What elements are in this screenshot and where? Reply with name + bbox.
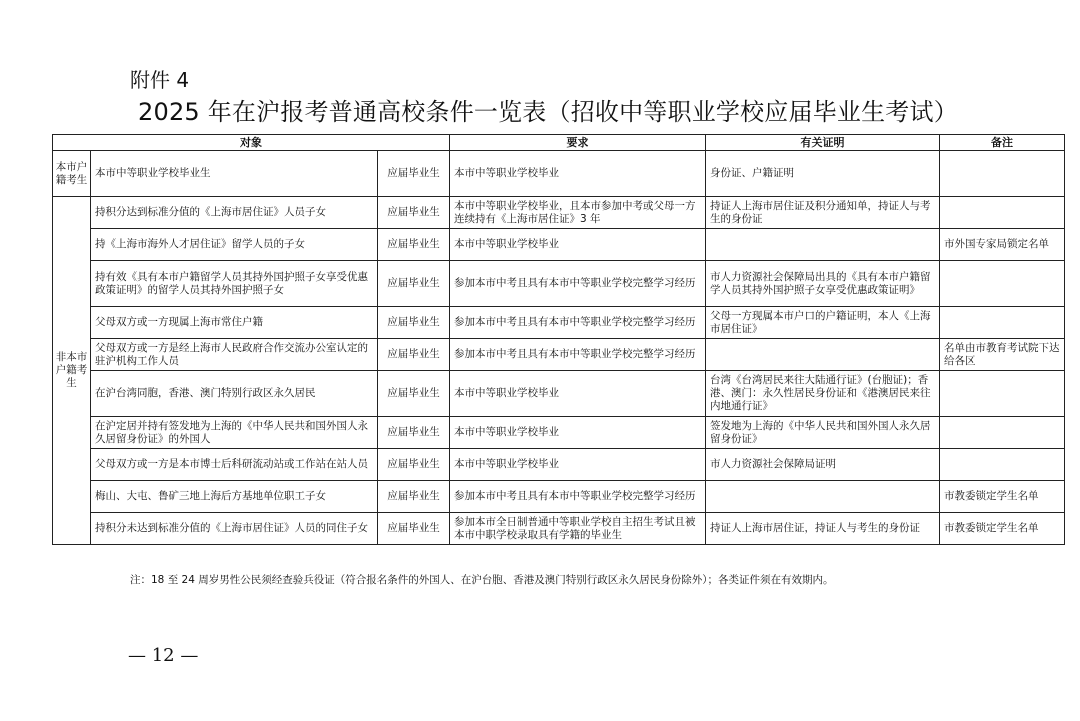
- page-number: — 12 —: [128, 645, 199, 666]
- row-requirement: 本市中等职业学校毕业，且本市参加中考或父母一方连续持有《上海市居住证》3 年: [450, 197, 706, 229]
- row-status: 应届毕业生: [378, 371, 450, 417]
- row-proof: 父母一方现属本市户口的户籍证明，本人《上海市居住证》: [706, 307, 940, 339]
- conditions-table: [52, 134, 1065, 545]
- annex-label: 附件 4: [130, 68, 190, 92]
- row-requirement: 参加本市中考且具有本市中等职业学校完整学习经历: [450, 481, 706, 513]
- header-remark: 备注: [940, 135, 1065, 151]
- row-remark: 市教委锁定学生名单: [940, 481, 1065, 513]
- row-proof: 持证人上海市居住证，持证人与考生的身份证: [706, 513, 940, 545]
- row-remark: [940, 371, 1065, 417]
- row-status: 应届毕业生: [378, 307, 450, 339]
- row-proof: 持证人上海市居住证及积分通知单，持证人与考生的身份证: [706, 197, 940, 229]
- row-status: 应届毕业生: [378, 151, 450, 197]
- table-row: [53, 197, 1065, 229]
- row-status: 应届毕业生: [378, 229, 450, 261]
- row-status: 应届毕业生: [378, 481, 450, 513]
- row-requirement: 参加本市全日制普通中等职业学校自主招生考试且被本市中职学校录取具有学籍的毕业生: [450, 513, 706, 545]
- table-row: [53, 417, 1065, 449]
- row-status: 应届毕业生: [378, 513, 450, 545]
- row-remark: [940, 151, 1065, 197]
- row-requirement: 参加本市中考且具有本市中等职业学校完整学习经历: [450, 339, 706, 371]
- row-object: 本市中等职业学校毕业生: [91, 151, 378, 197]
- row-object: 在沪定居并持有签发地为上海的《中华人民共和国外国人永久居留身份证》的外国人: [91, 417, 378, 449]
- table-row: [53, 229, 1065, 261]
- category-nonlocal: 非本市户籍考生: [53, 197, 91, 545]
- row-status: 应届毕业生: [378, 449, 450, 481]
- table-row: [53, 513, 1065, 545]
- row-object: 父母双方或一方是本市博士后科研流动站或工作站在站人员: [91, 449, 378, 481]
- table-row: [53, 307, 1065, 339]
- row-remark: [940, 417, 1065, 449]
- row-status: 应届毕业生: [378, 417, 450, 449]
- row-status: 应届毕业生: [378, 261, 450, 307]
- row-remark: 市教委锁定学生名单: [940, 513, 1065, 545]
- row-object: 梅山、大屯、鲁矿三地上海后方基地单位职工子女: [91, 481, 378, 513]
- footnote: 注：18 至 24 周岁男性公民须经查验兵役证（符合报名条件的外国人、在沪台胞、香港及澳门特别行政区永久居民身份除外）；各类证件须在有效期内。: [130, 574, 834, 586]
- table-header-row: [53, 135, 1065, 151]
- row-requirement: 本市中等职业学校毕业: [450, 449, 706, 481]
- row-requirement: 本市中等职业学校毕业: [450, 229, 706, 261]
- row-status: 应届毕业生: [378, 339, 450, 371]
- row-object: 父母双方或一方是经上海市人民政府合作交流办公室认定的驻沪机构工作人员: [91, 339, 378, 371]
- header-requirement: 要求: [450, 135, 706, 151]
- table-row: [53, 339, 1065, 371]
- row-remark: [940, 197, 1065, 229]
- row-object: 持《上海市海外人才居住证》留学人员的子女: [91, 229, 378, 261]
- row-proof: [706, 481, 940, 513]
- row-object: 持积分达到标准分值的《上海市居住证》人员子女: [91, 197, 378, 229]
- category-local: 本市户籍考生: [53, 151, 91, 197]
- header-object: 对象: [53, 135, 450, 151]
- row-object: 在沪台湾同胞，香港、澳门特别行政区永久居民: [91, 371, 378, 417]
- row-proof: [706, 339, 940, 371]
- row-remark: [940, 261, 1065, 307]
- row-remark: [940, 449, 1065, 481]
- row-requirement: 参加本市中考且具有本市中等职业学校完整学习经历: [450, 261, 706, 307]
- row-object: 父母双方或一方现属上海市常住户籍: [91, 307, 378, 339]
- row-proof: 签发地为上海的《中华人民共和国外国人永久居留身份证》: [706, 417, 940, 449]
- row-proof: 市人力资源社会保障局证明: [706, 449, 940, 481]
- row-requirement: 本市中等职业学校毕业: [450, 151, 706, 197]
- row-proof: 身份证、户籍证明: [706, 151, 940, 197]
- row-remark: 市外国专家局锁定名单: [940, 229, 1065, 261]
- row-proof: 台湾《台湾居民来往大陆通行证》(台胞证)；香港、澳门：永久性居民身份证和《港澳居民来往内地通行证》: [706, 371, 940, 417]
- header-proof: 有关证明: [706, 135, 940, 151]
- row-remark: [940, 307, 1065, 339]
- table-row: [53, 371, 1065, 417]
- row-status: 应届毕业生: [378, 197, 450, 229]
- table-row: [53, 151, 1065, 197]
- row-proof: [706, 229, 940, 261]
- table-row: [53, 481, 1065, 513]
- row-requirement: 本市中等职业学校毕业: [450, 371, 706, 417]
- row-requirement: 参加本市中考且具有本市中等职业学校完整学习经历: [450, 307, 706, 339]
- row-object: 持有效《具有本市户籍留学人员其持外国护照子女享受优惠政策证明》的留学人员其持外国护照子女: [91, 261, 378, 307]
- table-row: [53, 449, 1065, 481]
- row-requirement: 本市中等职业学校毕业: [450, 417, 706, 449]
- row-proof: 市人力资源社会保障局出具的《具有本市户籍留学人员其持外国护照子女享受优惠政策证明》: [706, 261, 940, 307]
- document-title: 2025 年在沪报考普通高校条件一览表（招收中等职业学校应届毕业生考试）: [138, 98, 958, 126]
- table-row: [53, 261, 1065, 307]
- row-remark: 名单由市教育考试院下达给各区: [940, 339, 1065, 371]
- row-object: 持积分未达到标准分值的《上海市居住证》人员的同住子女: [91, 513, 378, 545]
